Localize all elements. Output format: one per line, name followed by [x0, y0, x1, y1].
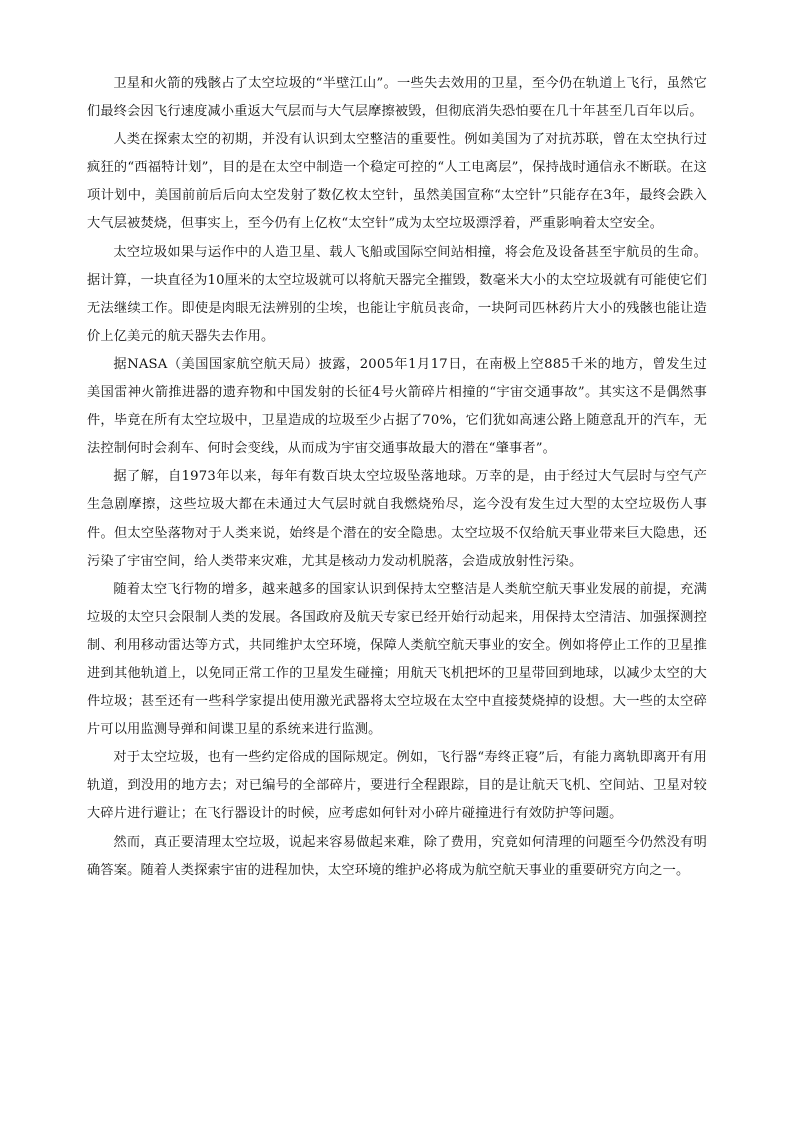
paragraph-countermeasures: 随着太空飞行物的增多，越来越多的国家认识到保持太空整洁是人类航空航天事业发展的前提，充满垃圾的太空只会限制人类的发展。各国政府及航天专家已经开始行动起来，用保持太空清洁、加强探测控制、利用移动雷达等方式，共同维护太空环境，保障人类航空航天事业的安全。例如将停止工作的卫星推进到其他轨道上，以免同正常工作的卫星发生碰撞；用航天飞机把坏的卫星带回到地球，以减少太空的大件垃圾；甚至还有一些科学家提出使用激光武器将太空垃圾在太空中直接焚烧掉的设想。大一些的太空碎片可以用监测导弹和间谍卫星的系统来进行监测。 [87, 581, 707, 738]
paragraph-debris-share: 卫星和火箭的残骸占了太空垃圾的“半壁江山”。一些失去效用的卫星，至今仍在轨道上飞行，虽然它们最终会因飞行速度减小重返大气层而与大气层摩擦被毁，但彻底消失恐怕要在几十年甚至几百年以后。 [87, 76, 707, 120]
paragraph-conclusion: 然而，真正要清理太空垃圾，说起来容易做起来难，除了费用，究竟如何清理的问题至今仍然没有明确答案。随着人类探索宇宙的进程加快，太空环境的维护必将成为航空航天事业的重要研究方向之一。 [87, 834, 707, 878]
document-body [87, 70, 707, 885]
paragraph-space-traffic-accident: 据NASA（美国国家航空航天局）披露，2005年1月17日，在南极上空885千米的地方，曾发生过美国雷神火箭推进器的遗弃物和中国发射的长征4号火箭碎片相撞的“宇宙交通事故”。其实这不是偶然事件，毕竟在所有太空垃圾中，卫星造成的垃圾至少占据了70%，它们犹如高速公路上随意乱开的汽车，无法控制何时会刹车、何时会变线，从而成为宇宙交通事故最大的潜在“肇事者”。 [87, 356, 707, 457]
paragraph-international-rules: 对于太空垃圾，也有一些约定俗成的国际规定。例如，飞行器“寿终正寝”后，有能力离轨即离开有用轨道，到没用的地方去；对已编号的全部碎片，要进行全程跟踪，目的是让航天飞机、空间站、卫星对较大碎片进行避让；在飞行器设计的时候，应考虑如何针对小碎片碰撞进行有效防护等问题。 [87, 750, 707, 822]
paragraph-collision-danger: 太空垃圾如果与运作中的人造卫星、载人飞船或国际空间站相撞，将会危及设备甚至宇航员的生命。据计算，一块直径为10厘米的太空垃圾就可以将航天器完全摧毁，数毫米大小的太空垃圾就有可能使它们无法继续工作。即使是肉眼无法辨别的尘埃，也能让宇航员丧命，一块阿司匹林药片大小的残骸也能让造价上亿美元的航天器失去作用。 [87, 244, 707, 344]
paragraph-early-exploration: 人类在探索太空的初期，并没有认识到太空整洁的重要性。例如美国为了对抗苏联，曾在太空执行过疯狂的“西福特计划”，目的是在太空中制造一个稳定可控的“人工电离层”，保持战时通信永不断联。在这项计划中，美国前前后后向太空发射了数亿枚太空针，虽然美国宣称“太空针”只能存在3年，最终会跌入大气层被焚烧，但事实上，至今仍有上亿枚“太空针”成为太空垃圾漂浮着，严重影响着太空安全。 [87, 132, 707, 232]
paragraph-falling-debris: 据了解，自1973年以来，每年有数百块太空垃圾坠落地球。万幸的是，由于经过大气层时与空气产生急剧摩擦，这些垃圾大都在未通过大气层时就自我燃烧殆尽，迄今没有发生过大型的太空垃圾伤人事件。但太空坠落物对于人类来说，始终是个潜在的安全隐患。太空垃圾不仅给航天事业带来巨大隐患，还污染了宇宙空间，给人类带来灾难，尤其是核动力发动机脱落，会造成放射性污染。 [87, 469, 707, 569]
